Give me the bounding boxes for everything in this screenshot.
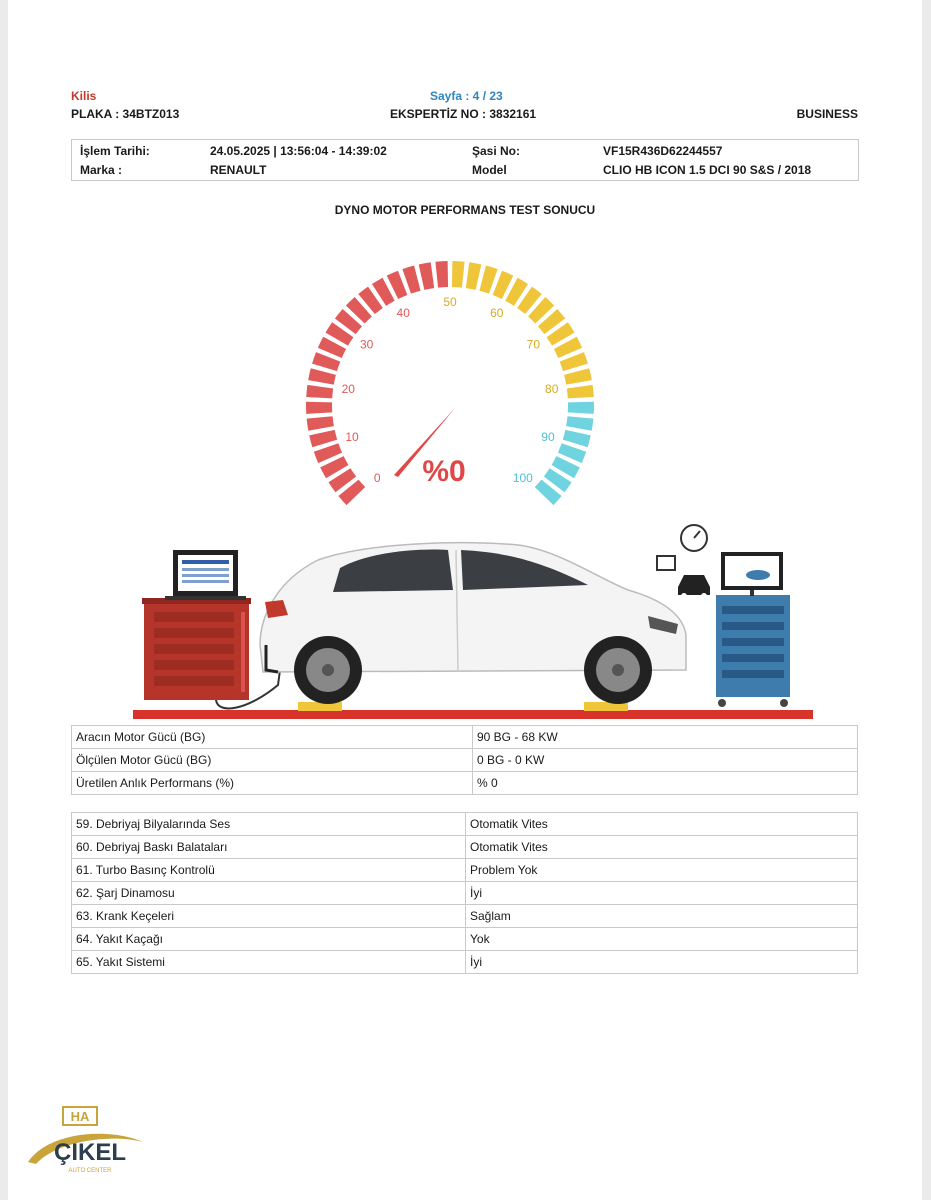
gauge-tick-label: 40 <box>396 306 410 321</box>
gauge-tick-label: 60 <box>490 306 504 321</box>
check-value: Otomatik Vites <box>466 836 858 859</box>
check-row <box>72 859 858 882</box>
gauge-tick-label: 100 <box>512 470 533 485</box>
report-page <box>8 0 922 1200</box>
check-value: Yok <box>466 928 858 951</box>
page-indicator: Sayfa : 4 / 23 <box>430 89 503 103</box>
gauge-tick-label: 20 <box>341 381 355 396</box>
gauge-segment <box>306 385 333 399</box>
sasi-label: Şasi No: <box>472 144 521 158</box>
check-row <box>72 813 858 836</box>
gauge-value-text: %0 <box>422 455 466 488</box>
performance-value: 90 BG - 68 KW <box>473 726 858 749</box>
gauge-segment <box>563 430 591 447</box>
expertise-number: EKSPERTİZ NO : 3832161 <box>390 107 537 121</box>
performance-table <box>71 725 858 795</box>
gauge-segment <box>435 261 448 288</box>
model-label: Model <box>472 163 507 177</box>
gauge-segment <box>568 402 594 414</box>
gauge-tick-label: 10 <box>345 429 359 444</box>
performance-label: Ölçülen Motor Gücü (BG) <box>72 749 473 772</box>
logo-name: ÇIKEL <box>54 1139 126 1166</box>
gauge-segment <box>564 368 592 384</box>
gauge-segment <box>309 430 337 447</box>
check-label: 62. Şarj Dinamosu <box>72 882 466 905</box>
check-row <box>72 836 858 859</box>
laptop-icon <box>165 550 246 600</box>
check-value: Sağlam <box>466 905 858 928</box>
gauge-car-icons <box>657 525 710 599</box>
performance-value: % 0 <box>473 772 858 795</box>
tool-cabinet-icon <box>142 598 251 700</box>
performance-row <box>72 749 858 772</box>
gauge-tick-label: 80 <box>545 381 559 396</box>
gauge-segment <box>306 402 332 414</box>
check-value: İyi <box>466 951 858 974</box>
dyno-illustration <box>118 520 818 725</box>
check-value: İyi <box>466 882 858 905</box>
check-value: Problem Yok <box>466 859 858 882</box>
performance-label: Üretilen Anlık Performans (%) <box>72 772 473 795</box>
performance-gauge <box>278 255 618 530</box>
performance-row <box>72 726 858 749</box>
gauge-segment <box>308 368 336 384</box>
city-label: Kilis <box>71 89 97 103</box>
check-label: 65. Yakıt Sistemi <box>72 951 466 974</box>
section-title: DYNO MOTOR PERFORMANS TEST SONUCU <box>334 203 596 217</box>
gauge-segment <box>566 416 593 431</box>
gauge-segment <box>466 262 482 290</box>
marka-value: RENAULT <box>210 163 267 177</box>
check-label: 61. Turbo Basınç Kontrolü <box>72 859 466 882</box>
model-value: CLIO HB ICON 1.5 DCI 90 S&S / 2018 <box>603 163 812 177</box>
marka-label: Marka : <box>80 163 123 177</box>
gauge-tick-label: 30 <box>359 337 374 352</box>
gauge-segment <box>567 385 594 399</box>
performance-label: Aracın Motor Gücü (BG) <box>72 726 473 749</box>
check-row <box>72 905 858 928</box>
logo-sub: AUTO CENTER <box>68 1168 112 1174</box>
gauge-segment <box>452 261 465 288</box>
vehicle-info-box <box>71 139 859 181</box>
plate-label: PLAKA : 34BTZ013 <box>71 107 180 121</box>
check-label: 60. Debriyaj Baskı Balataları <box>72 836 466 859</box>
gauge-tick-label: 50 <box>443 295 457 309</box>
check-label: 64. Yakıt Kaçağı <box>72 928 466 951</box>
dyno-platform <box>133 710 813 719</box>
car-illustration <box>260 543 686 704</box>
check-row <box>72 882 858 905</box>
logo-top-text: HA <box>70 1109 90 1124</box>
performance-value: 0 BG - 0 KW <box>473 749 858 772</box>
islem-label: İşlem Tarihi: <box>80 144 150 158</box>
gauge-segment <box>419 262 435 290</box>
check-label: 59. Debriyaj Bilyalarında Ses <box>72 813 466 836</box>
gauge-tick-label: 90 <box>541 429 555 444</box>
checks-table <box>71 812 858 974</box>
sasi-value: VF15R436D62244557 <box>603 144 723 158</box>
package-label: BUSINESS <box>796 107 858 121</box>
gauge-segment <box>307 416 334 431</box>
check-value: Otomatik Vites <box>466 813 858 836</box>
cikel-logo <box>18 1102 148 1186</box>
islem-value: 24.05.2025 | 13:56:04 - 14:39:02 <box>210 144 387 158</box>
check-row <box>72 951 858 974</box>
check-row <box>72 928 858 951</box>
gauge-tick-label: 70 <box>526 337 541 352</box>
diagnostic-cart-icon <box>716 552 790 707</box>
gauge-tick-label: 0 <box>373 470 381 485</box>
performance-row <box>72 772 858 795</box>
check-label: 63. Krank Keçeleri <box>72 905 466 928</box>
